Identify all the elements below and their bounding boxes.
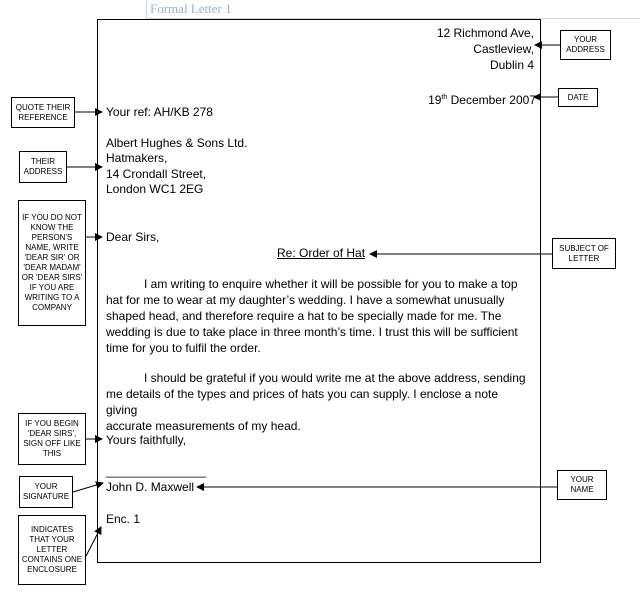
annotation-salutation-note: IF YOU DO NOT KNOW THE PERSON'S NAME, WRITE 'DEAR SIR' OR 'DEAR MADAM' OR 'DEAR SIRS' IF YOU ARE WRITING TO A COMPANY (18, 200, 86, 326)
paragraph-1-line-2: hat for me to wear at my daughter’s wedding. I have a somewhat unusually (106, 293, 505, 307)
date-suffix: th (441, 94, 448, 101)
paragraph-1-line-3: shaped head, and therefore require a hat to be specially made for me. The (106, 309, 502, 323)
paragraph-1-line-5: time for you to fulfil the order. (106, 341, 261, 355)
recipient-address-line-4: London WC1 2EG (106, 182, 204, 196)
paragraph-2-line-1: I should be grateful if you would write me at the above address, sending (144, 371, 526, 385)
recipient-address-line-3: 14 Crondall Street, (106, 167, 207, 181)
annotation-date: DATE (558, 88, 598, 107)
sign-off: Yours faithfully, (106, 433, 187, 447)
arrow-enclosure (86, 527, 101, 556)
salutation: Dear Sirs, (106, 230, 160, 244)
recipient-address-line-1: Albert Hughes & Sons Ltd. (106, 136, 248, 150)
date-day: 19 (428, 93, 442, 107)
recipient-address-line-2: Hatmakers, (106, 151, 168, 165)
subject-line: Re: Order of Hat (277, 246, 366, 260)
arrow-signature (73, 483, 103, 492)
paragraph-2-line-2: me details of the types and prices of hats you can supply. I enclose a note giving (106, 387, 499, 417)
annotation-your-address: YOUR ADDRESS (560, 30, 611, 60)
sender-address-line-1: 12 Richmond Ave, (436, 26, 534, 40)
enclosure: Enc. 1 (106, 512, 141, 526)
annotation-enclosure-note: INDICATES THAT YOUR LETTER CONTAINS ONE ENCLOSURE (18, 515, 86, 585)
sender-name: John D. Maxwell (106, 480, 195, 494)
annotation-subject: SUBJECT OF LETTER (552, 238, 616, 269)
annotation-quote-reference: QUOTE THEIR REFERENCE (11, 97, 75, 128)
signature-line: _______________ (106, 464, 207, 478)
annotation-signoff-note: IF YOU BEGIN 'DEAR SIRS', SIGN OFF LIKE THIS (18, 413, 86, 465)
paragraph-1-line-4: wedding is due to take place in three month’s time. I trust this will be sufficient (106, 325, 518, 339)
annotation-their-address: THEIR ADDRESS (19, 151, 67, 183)
sender-address-line-3: Dublin 4 (489, 58, 534, 72)
date-month-year: December 2007 (447, 93, 536, 107)
paragraph-1-line-1: I am writing to enquire whether it will be possible for you to make a top (144, 277, 518, 291)
paragraph-2-line-3: accurate measurements of my head. (106, 419, 301, 433)
annotation-your-signature: YOUR SIGNATURE (19, 476, 73, 508)
annotation-your-name: YOUR NAME (557, 470, 607, 500)
reference: Your ref: AH/KB 278 (106, 105, 213, 119)
document-heading: Formal Letter 1 (150, 1, 232, 16)
sender-address-line-2: Castleview, (473, 42, 534, 56)
